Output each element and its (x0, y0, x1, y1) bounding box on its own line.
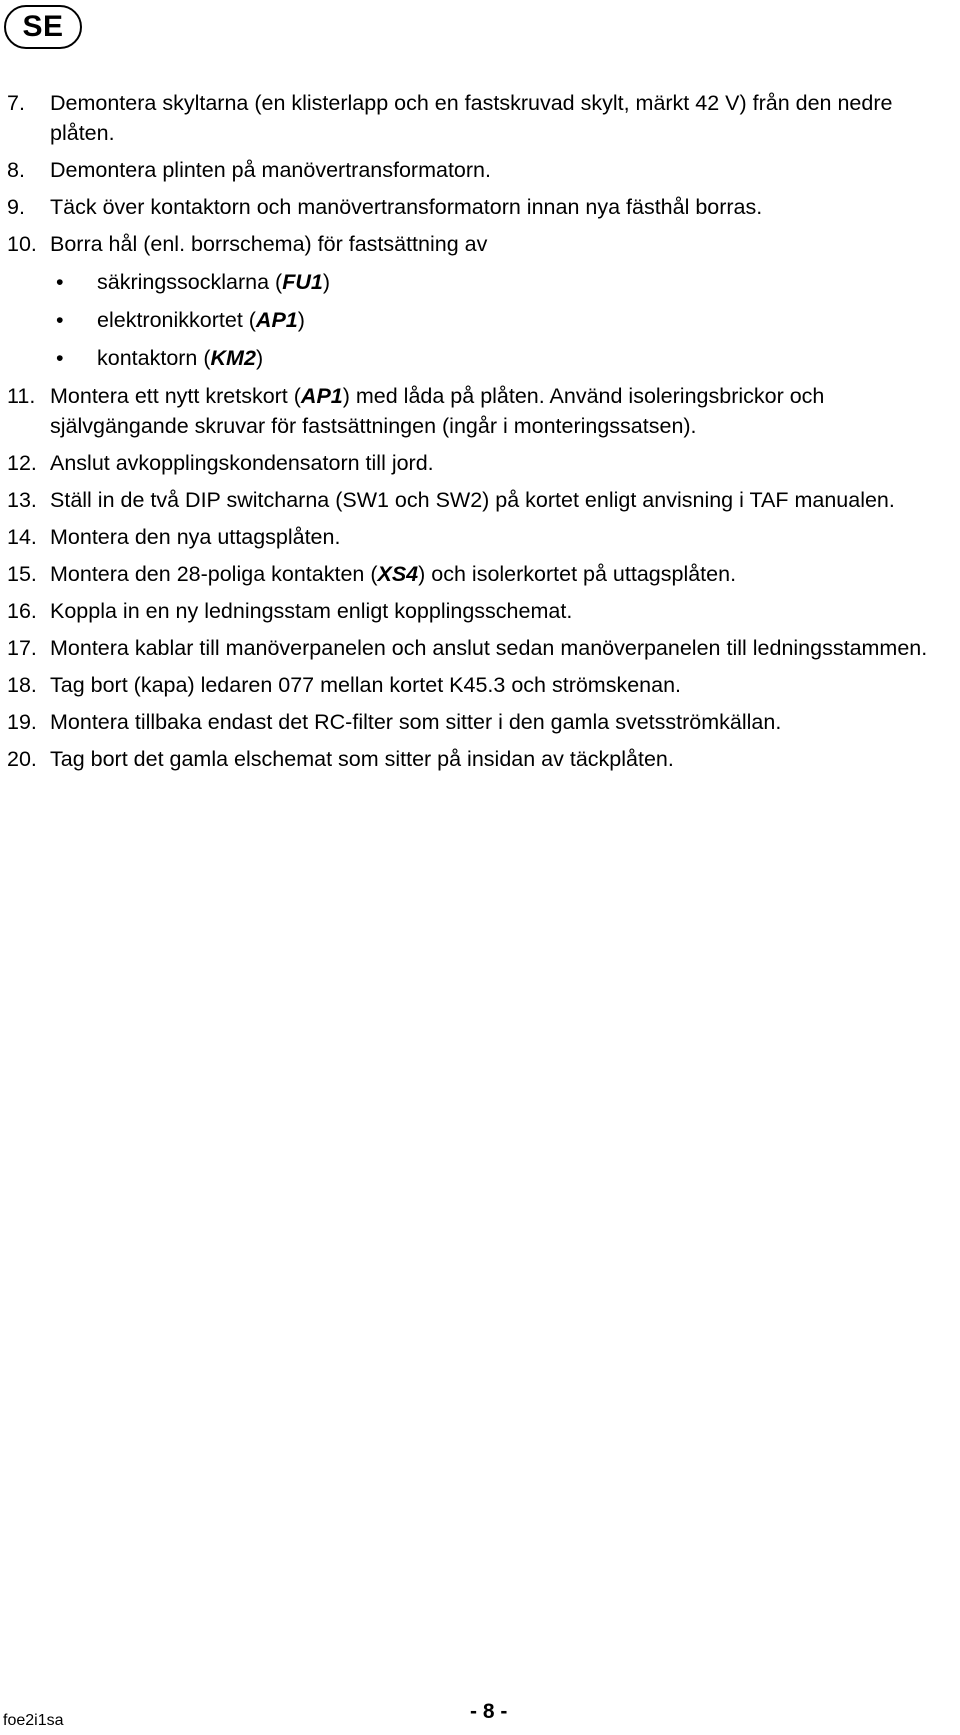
bullet-text: ) (255, 346, 264, 370)
list-item (0, 596, 960, 626)
list-item (0, 485, 960, 515)
step-text: ) och isolerkortet på uttagsplåten. (418, 562, 737, 586)
bullet-icon: • (56, 308, 64, 332)
step-number: 11. (7, 384, 36, 408)
step-text: Montera den 28-poliga kontakten ( (50, 562, 378, 586)
step-text: Montera kablar till manöverpanelen och anslut sedan manöverpanelen till ledningsstammen. (50, 636, 928, 660)
step-text: Tag bort det gamla elschemat som sitter på insidan av täckplåten. (50, 747, 674, 771)
bullet-icon: • (56, 270, 64, 294)
bullet-list (50, 267, 956, 373)
step-text: Koppla in en ny ledningsstam enligt kopplingsschemat. (50, 599, 573, 623)
instruction-list (0, 88, 960, 781)
step-number: 9. (7, 195, 25, 219)
bullet-item (50, 267, 956, 297)
step-number: 8. (7, 158, 25, 182)
step-number: 10. (7, 232, 37, 256)
list-item (0, 522, 960, 552)
bullet-text: säkringssocklarna ( (97, 270, 283, 294)
step-number: 17. (7, 636, 37, 660)
step-number: 20. (7, 747, 37, 771)
list-item (0, 88, 960, 148)
list-item (0, 448, 960, 478)
step-text: ) med låda på plåten. Använd isoleringsbrickor och självgängande skruvar för fastsättningen (ingår i monteringssatsen). (50, 384, 825, 438)
step-number: 18. (7, 673, 37, 697)
component-code: AP1 (255, 308, 298, 332)
bullet-text: ) (297, 308, 305, 332)
step-text: Montera ett nytt kretskort ( (50, 384, 301, 408)
step-number: 14. (7, 525, 37, 549)
step-number: 16. (7, 599, 37, 623)
step-number: 19. (7, 710, 37, 734)
bullet-icon: • (56, 346, 64, 370)
bullet-item (50, 305, 956, 335)
component-code: AP1 (300, 384, 343, 408)
bullet-text: ) (322, 270, 331, 294)
bullet-text: kontaktorn ( (97, 346, 211, 370)
list-item (0, 229, 960, 373)
list-item (0, 670, 960, 700)
bullet-item (50, 343, 956, 373)
step-text: Ställ in de två DIP switcharna (SW1 och SW2) på kortet enligt anvisning i TAF manualen. (50, 488, 895, 512)
step-number: 12. (7, 451, 37, 475)
page-number: - 8 - (470, 1700, 508, 1723)
step-text: Montera den nya uttagsplåten. (50, 525, 341, 549)
step-text: Tag bort (kapa) ledaren 077 mellan kortet K45.3 och strömskenan. (50, 673, 682, 697)
step-number: 15. (7, 562, 37, 586)
language-badge: SE (4, 5, 82, 49)
step-text: Montera tillbaka endast det RC-filter som sitter i den gamla svetsströmkällan. (50, 710, 782, 734)
step-text: Borra hål (enl. borrschema) för fastsättning av (50, 232, 488, 256)
bullet-text: elektronikkortet ( (97, 308, 256, 332)
component-code: FU1 (282, 270, 323, 294)
component-code: KM2 (210, 346, 256, 370)
component-code: XS4 (377, 562, 419, 586)
list-item (0, 744, 960, 774)
step-number: 13. (7, 488, 37, 512)
list-item (0, 192, 960, 222)
list-item (0, 155, 960, 185)
list-item (0, 707, 960, 737)
list-item (0, 381, 960, 441)
step-number: 7. (7, 91, 25, 115)
list-item (0, 633, 960, 663)
step-text: Täck över kontaktorn och manövertransformatorn innan nya fästhål borras. (50, 195, 763, 219)
step-text: Demontera plinten på manövertransformatorn. (50, 158, 491, 182)
document-code: foe2i1sa (3, 1712, 64, 1729)
step-text: Anslut avkopplingskondensatorn till jord. (50, 451, 434, 475)
list-item (0, 559, 960, 589)
step-text: Demontera skyltarna (en klisterlapp och en fastskruvad skylt, märkt 42 V) från den nedre plåten. (50, 91, 893, 145)
